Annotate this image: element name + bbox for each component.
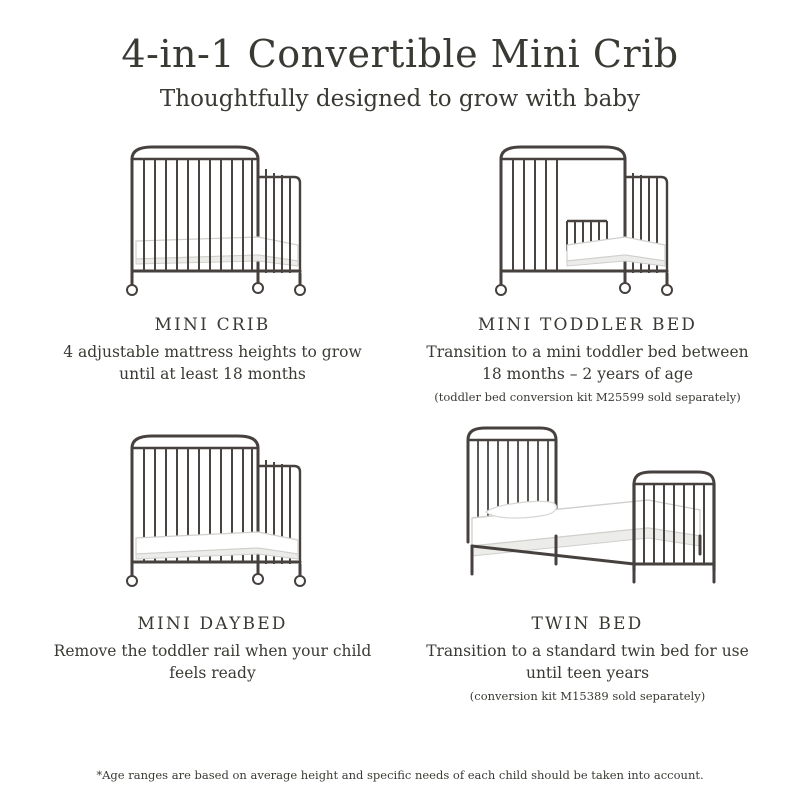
item-note: (conversion kit M15389 sold separately) [469, 689, 706, 704]
item-description: Transition to a mini toddler bed between 18 months – 2 years of age [426, 343, 749, 384]
conversion-item-mini-daybed [30, 408, 395, 703]
page-subtitle: Thoughtfully designed to grow with baby [159, 85, 641, 112]
conversion-item-twin-bed [405, 408, 770, 703]
item-description: Transition to a standard twin bed for use until teen years [426, 642, 749, 683]
conversion-item-mini-toddler-bed [405, 133, 770, 404]
item-description: Remove the toddler rail when your child feels ready [53, 642, 372, 683]
item-note: (toddler bed conversion kit M25599 sold separately) [434, 390, 741, 405]
mini-crib-illustration [108, 133, 318, 305]
item-label: MINI DAYBED [137, 614, 288, 635]
item-description: 4 adjustable mattress heights to grow until at least 18 months [63, 343, 362, 384]
mini-daybed-illustration [108, 408, 318, 604]
conversion-item-mini-crib [30, 133, 395, 404]
page-title: 4-in-1 Convertible Mini Crib [121, 32, 679, 76]
item-label: MINI CRIB [154, 315, 271, 336]
mini-toddler-bed-illustration [483, 133, 693, 305]
footnote: *Age ranges are based on average height and specific needs of each child should be taken into account. [96, 768, 704, 782]
conversion-grid [30, 133, 770, 703]
twin-bed-illustration [438, 408, 738, 604]
item-label: MINI TODDLER BED [477, 315, 698, 336]
item-label: TWIN BED [531, 614, 644, 635]
